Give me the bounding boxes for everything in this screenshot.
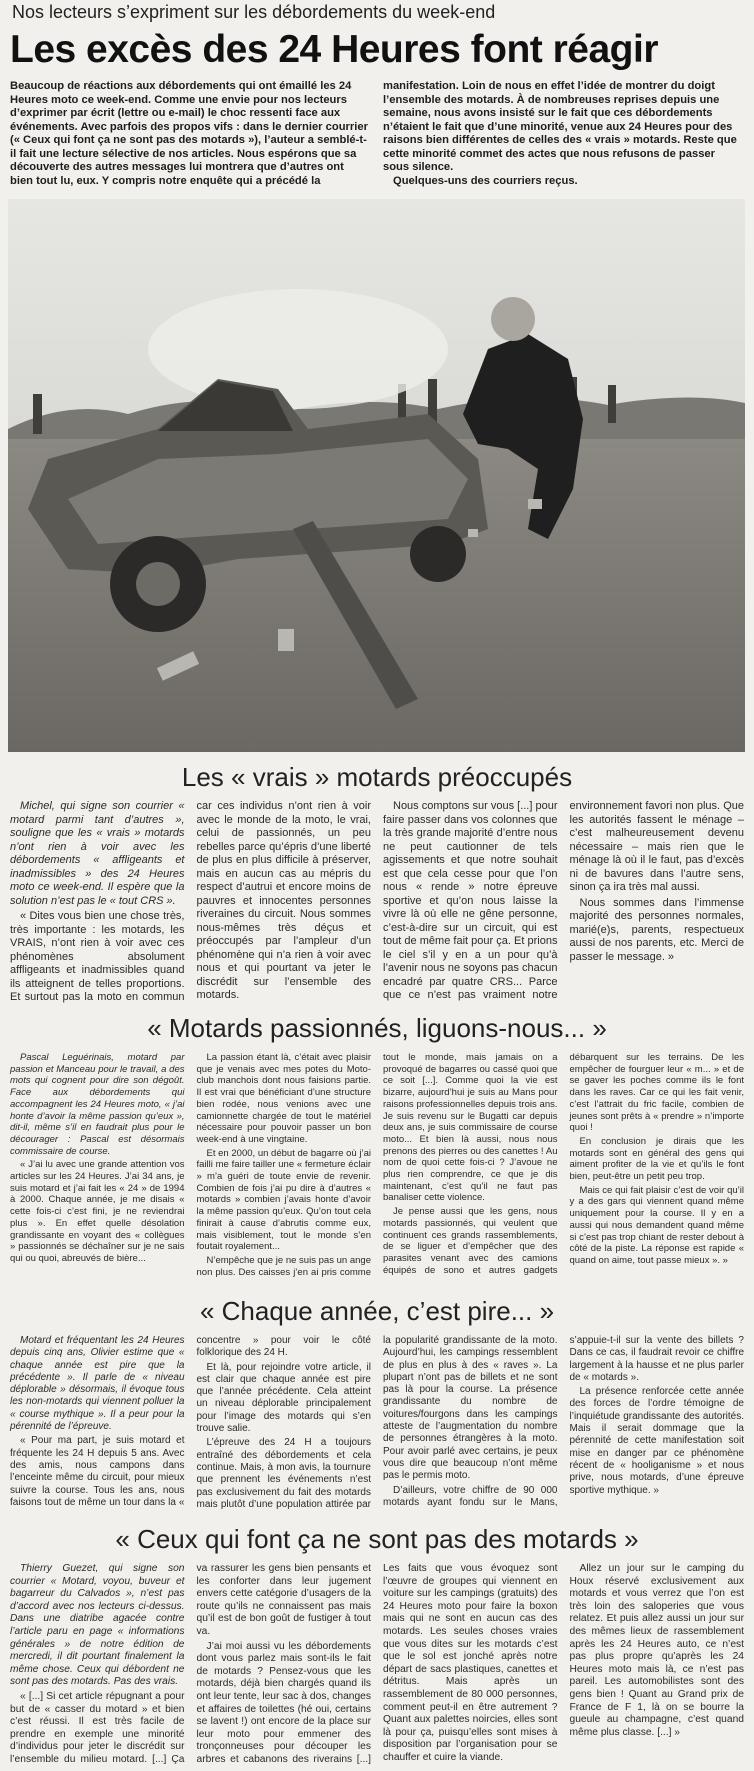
letter-paragraph: Et en 2000, un début de bagarre où j’ai failli me faire tailler une « fermeture éclair » m’a guéri de toute envie de revenir. Combien de fois j’ai pu dire à d’autres « motards » combien j’avais honte d’avoir la même passion qu’eux. Qu’on tout cela finirait à cause d’abrutis comme eux, mais visiblement, tout le monde s’en foutait royalement... (196, 1147, 371, 1253)
letter-paragraph: Je pense aussi que les gens, nous motards passionnés, qui veulent que continuent ces grands rassemblements, de se liguer et d’empêcher que des parasites venant avec des camions équipés de sono et autres gadgets débarquent sur les terrains. De les empêcher de fourguer leur « m... » et de se gaver les poches comme ils le font dans les raves. Car ce qui les fait venir, c’est l’attrait du fric facile, combien de jeunes sont prêts à « prendre » n’importe quoi ! (383, 1052, 744, 1276)
section-body-chaque-annee (10, 1335, 744, 1520)
kicker: Nos lecteurs s’expriment sur les débordements du week-end (12, 2, 496, 22)
letter-paragraph: « J’ai lu avec une grande attention vos articles sur les 24 Heures. J’ai 34 ans, je suis motard et j’ai fait les « 24 » de 1994 à 2000. Chaque année, je me disais « cette fois-ci c’est fini, je ne reviendrai plus ». En effet quelle désolation grandissante en voyant des « collègues » passionnés se déchaîner sur je ne sais qui ou quoi, abreuvés de bière... (10, 1159, 185, 1264)
letter-paragraph: Mais ce qui fait plaisir c’est de voir qu’il y a des gars qui viennent quand même uniquement pour la course. Il y en a aussi qui nous demandent quand même si c’est pas trop chiant de rester debout à côté de la piste. La réponse est rapide « quand on aime, tout passe mieux ». » (569, 1184, 744, 1266)
headline: Les excès des 24 Heures font réagir (10, 28, 658, 71)
section-body-vrais-motards (10, 800, 744, 1010)
letter-paragraph: « [...] Si cet article répugnant a pour but de « casser du motard » et bien c’est réussi. Il est très facile de prendre en exemple une minorité d’individus pour jeter le discrédit sur l’ensemble du milieu motard. [...] Ça va rassurer les gens bien pensants et les conforter dans leur jugement envers cette catégorie d’usagers de la route qu’ils ne connaissent pas mais qu’il est de bon goût de fustiger à tout va. (10, 1563, 371, 1765)
lead-text: Beaucoup de réactions aux débordements qui ont émaillé les 24 Heures moto ce week-end. Comme une envie pour nos lecteurs d’exprimer par écrit (lettre ou e-mail) le choc ressenti face aux événements. Avec parfois des propos vifs : dans le dernier courrier (« Ceux qui font ça ne sont pas des motards »), l’auteur a semblé-t-il fait une lecture sélective de nos articles. Nous espérons que sa découverte des autres messages lui montrera que d’autres ont bien tout lu, eux. Y compris notre enquête qui a précédé la manifestation. Loin de nous en effet l’idée de montrer du doigt l’ensemble des motards. À de nombreuses reprises depuis une semaine, nous avons insisté sur le fait que ces débordements n’étaient le fait que d’une minorité, venue aux 24 Heures pour des raisons bien différentes de celles des « vrais » motards. Reste que cette minorité commet des actes que nous refusons de passer sous silence. (10, 80, 737, 187)
lead-closing: Quelques-uns des courriers reçus. (393, 174, 578, 187)
letter-paragraph: « Dites vous bien une chose très, très importante : les motards, les VRAIS, n’ont rien à voir avec ces phénomènes absolument affligeants et inadmissibles quand ils atteignent de telles proportions. Et surtout pas la moto en commun car ces individus n’ont rien à voir avec le monde de la moto, le vrai, celui de passionnés, un peu rebelles parce qu’épris d’une liberté de plus en plus difficile à préserver, mais en aucun cas au mépris du respect d’autrui et encore moins de pauvres et innocentes personnes riveraines du circuit. Nous sommes nous-mêmes très déçus et préoccupés par l’ampleur d’un phénomène qui n’a rien à voir avec nous et qui pourtant va jeter le discrédit sur l’ensemble des motards. (10, 800, 371, 1003)
letter-paragraph: En conclusion je dirais que les motards sont en général des gens qui aiment profiter de la vie et qu’ils le font bien, peut-être un petit peu trop. (569, 1135, 744, 1183)
letter-intro: Michel, qui signe son courrier « motard parmi tant d’autres », souligne que les « vrais » motards n’ont rien à voir avec les débordements « affligeants et inadmissibles » des 24 Heures moto ce week-end. Il espère que la solution n’est pas le « tout CRS ». (10, 800, 185, 907)
letter-paragraph: Nous comptons sur vous [...] pour faire passer dans vos colonnes que la très grande majorité d’entre nous ne peut cautionner de tels agissements et que notre souhait est que cela cesse pour que l’on nous « rende » notre épreuve sportive et qu’on nous laisse la vivre là où elle ne gêne personne, c’est-à-dire sur un circuit, qui est tout de même fait pour ça. Et prions le ciel s’il y en a un pour qu’à l’avenir nous ne soyons pas chacun encadré par quatre CRS... Parce que ce n’est pas vraiment notre environnement favori non plus. Que les autorités fassent le ménage – c’est malheureusement devenu nécessaire – mais rien que le ménage là où il le faut, pas d’excès ni de bavures dans l’autre sens, sinon ça ira très mal aussi. (383, 800, 744, 1001)
section-body-motards-passionnes (10, 1052, 744, 1292)
letter-intro: Motard et fréquentant les 24 Heures depuis cinq ans, Olivier estime que « chaque année est pire que la précédente ». Il parle de « niveau déplorable » désormais, il évoque tous les non-motards qui viennent polluer la « course mythique ». Il a peur pour la pérennité de l’épreuve. (10, 1335, 185, 1433)
section-title-chaque-annee: « Chaque année, c’est pire... » (199, 1296, 555, 1326)
letter-paragraph: D’ailleurs, votre chiffre de 90 000 motards ayant fondu sur le Mans, s’appuie-t-il sur la vente des billets ? Dans ce cas, il faudrait revoir ce chiffre largement à la hausse et ne plus parler de « motards ». (383, 1335, 744, 1508)
press-photo-wrecked-car (8, 199, 745, 752)
letter-intro: Thierry Guezet, qui signe son courrier « Motard, voyou, buveur et bagarreur du Calvados », n’est pas d’accord avec nos lecteurs ci-dessus. Dans une diatribe agacée contre l’article paru en page « informations générales » de notre édition de mercredi, il dit pourtant finalement la même chose. Ceux qui débordent ne sont pas des motards. Pas des vrais. (10, 1563, 185, 1688)
letter-paragraph: « Pour ma part, je suis motard et fréquente les 24 H depuis 5 ans. Avec des amis, nous campons dans l’enceinte même du circuit, pour mieux suivre la course. Tous les ans, nous faisons tout de même un tour dans la « concentre » pour voir le côté folklorique des 24 H. (10, 1335, 371, 1508)
letter-paragraph: Et là, pour rejoindre votre article, il est clair que chaque année est pire que l’année précédente. Cela atteint un niveau déplorable principalement pour l’image des motards qui s’en trouve salie. (196, 1361, 371, 1435)
section-title-vrais-motards: Les « vrais » motards préoccupés (181, 762, 573, 792)
letter-paragraph: La passion étant là, c’était avec plaisir que je venais avec mes potes du Moto-club manchois dont nous faisions partie. Il est vrai que bénéficiant d’une structure bien rodée, nous venions avec une camionnette chargée de tout le matériel nécessaire pour pouvoir passer un bon week-end à une vingtaine. (196, 1052, 371, 1145)
letter-paragraph: N’empêche que je ne suis pas un ange non plus. Des caisses j’en ai pris comme tout le monde, mais jamais on a provoqué de bagarres ou cassé quoi que ce soit [...]. Comme quoi la vie est bizarre, aujourd’hui je suis au Mans pour raisons professionnelles depuis trois ans. Je suis revenu sur le Bugatti car depuis deux ans, je suis commissaire de course moto... Et bien là aussi, nous nous prenons des pierres ou des canettes ! Au nom de quoi cette fois-ci ? J’avoue ne plus rien comprendre, ce que je dis maintenant, c’est qu’il ne faut pas banaliser cette violence. (196, 1052, 558, 1278)
letter-paragraph: L’épreuve des 24 H a toujours entraîné des débordements et cela continue. Mais, à mon avis, la tournure que prennent les événements n’est pas exclusivement du fait des motards mais plutôt d’une population attirée par la popularité grandissante de la moto. Aujourd’hui, les campings ressemblent de plus en plus à des « raves ». La plupart n’ont pas de billets et ne sont pas là pour la course. La présence grandissante du nombre de voitures/fourgons dans les campings atteste de l’augmentation du nombre de personnes étrangères à la moto. Pour avoir parlé avec certains, je peux vous dire que beaucoup n’ont même pas le permis moto. (196, 1335, 558, 1510)
letter-paragraph: Allez un jour sur le camping du Houx réservé exclusivement aux motards et vous verrez que l’on est très loin des saloperies que vous relatez. Et puis allez aussi un jour sur des mêmes lieux de rassemblement après les 24 Heures auto, ce n’est pas plus propre qu’après les 24 Heures moto mais là, ce n’est pas pareil. Les automobilistes sont des gens bien ! Quant au Grand prix de France de F 1, là on se bourre la gueule au champagne, c’est quand même plus classe. [...] » (569, 1563, 744, 1738)
section-title-ceux-qui-font-ca: « Ceux qui font ça ne sont pas des motards » (115, 1524, 639, 1554)
section-body-ceux-qui-font-ca (10, 1563, 744, 1767)
section-title-motards-passionnes: « Motards passionnés, liguons-nous... » (147, 1013, 607, 1043)
letter-paragraph: Nous sommes dans l’immense majorité des personnes normales, marié(e)s, parents, respectueux aussi de nos parents, etc. Merci de passer le message. » (569, 896, 744, 963)
letter-paragraph: La présence renforcée cette année des forces de l’ordre témoigne de l’inquiétude grandissante des autorités. Mais il serait dommage que la pérennité de cette manifestation soit mise en danger par ce phénomène récent de « hooliganisme » et nous prive, nous motards, d’une épreuve sportive mythique. » (569, 1386, 744, 1496)
letter-intro: Pascal Leguérinais, motard par passion et Manceau pour le travail, a des mots qui cognent pour dire son dégoût. Face aux débordements qui accompagnent les 24 Heures moto, « j’ai honte d’avoir la même passion qu’eux », dit-il, même s’il en faudrait plus pour le décourager : Pascal est désormais commissaire de course. (10, 1052, 185, 1157)
lead-paragraph (10, 80, 742, 188)
letter-paragraph: J’ai moi aussi vu les débordements dont vous parlez mais sont-ils le fait de motards ? Pensez-vous que les motards, déjà bien chargés quand ils ont leur tente, leur sac à dos, changes et affaires de toilettes (hé oui, certains se lavent !) ont encore de la place sur leur moto pour emmener des tronçonneuses pour découper les arbres et cabanons des riverains [...] Les faits que vous évoquez sont l’œuvre de groupes qui viennent en voiture sur les campings (gratuits) des 24 Heures moto pour faire la boxon mais qui ne sont en aucun cas des motards. Les seules choses vraies que vous dites sur les motards c’est que le sol est jonché après notre départ de sacs plastiques, canettes et détritus. Mais après un rassemblement de 80 000 personnes, comment peut-il en être autrement ? Quant aux palettes noircies, elles sont là pour ça, puisqu’elles sont mises à disposition par l’organisation pour se chauffer et cuire la viande. (196, 1563, 558, 1765)
